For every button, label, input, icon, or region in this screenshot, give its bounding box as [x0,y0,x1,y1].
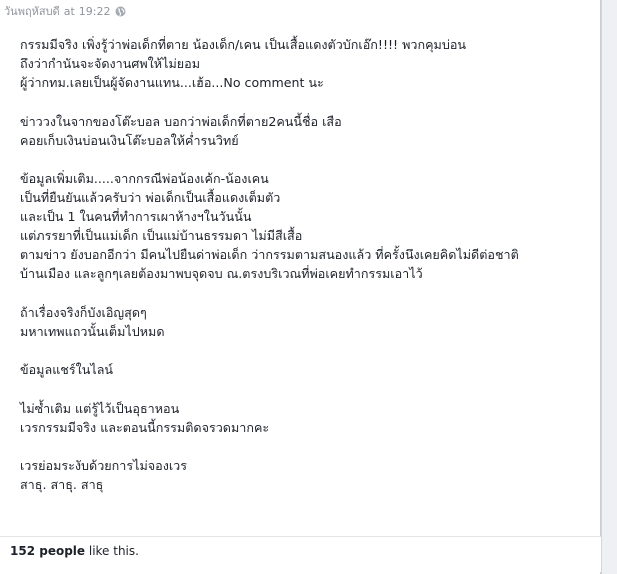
text-line: มหาเทพแถวนั้นเต็มไปหมด [20,323,165,339]
text-line: เวรกรรมมีจริง และตอนนี้กรรมติดจรวดมากคะ [20,419,270,435]
post-body [20,35,595,514]
paragraph-2 [20,112,595,150]
paragraph-4 [20,303,595,341]
like-summary [10,544,139,558]
globe-icon[interactable] [115,6,126,17]
text-line: ตามข่าว ยังบอกอีกว่า มีคนไปยืนด่าพ่อเด็ก ว่ากรรมตามสนองแล้ว ที่ครั้งนึงเคยคิดไม่ดีต่อชาติ [20,247,519,262]
text-line: สาธุ. สาธุ. สาธุ [20,477,104,492]
text-line: ข่าววงในจากของโต๊ะบอล บอกว่าพ่อเด็กที่ตาย2คนนี้ชื่อ เสือ [20,113,342,129]
post-time[interactable]: 19:22 [78,4,111,18]
post-at: at [63,4,75,18]
like-count-link[interactable]: 152 people [10,544,86,558]
paragraph-1 [20,35,595,92]
text-line: แต่ภรรยาที่เป็นแม่เด็ก เป็นแม่บ้านธรรมดา ไม่มีสีเสื้อ [20,228,303,243]
paragraph-6 [20,399,595,437]
likes-bar [0,536,601,572]
paragraph-5 [20,360,595,379]
text-line: ไม่ซ้ำเติม แต่รู้ไว้เป็นอุธาหอน [20,400,180,416]
text-line: บ้านเมือง และลูกๆเลยต้องมาพบจุดจบ ณ.ตรงบริเวณที่พ่อเคยทำกรรมเอาไว้ [20,266,423,281]
post-day: วันพฤหัสบดี [4,5,60,18]
text-line: ถ้าเรื่องจริงก็บังเอิญสุดๆ [20,304,147,320]
text-line: กรรมมีจริง เพิ่งรู้ว่าพ่อเด็กที่ตาย น้องเด็ก/เคน เป็นเสื้อแดงตัวบักเอ๊ก!!!! พวกคุมบ่อน [20,37,466,52]
paragraph-3 [20,169,595,283]
text-line: เวรย่อมระงับด้วยการไม่จองเวร [20,458,188,473]
like-suffix: like this. [85,544,139,558]
paragraph-7 [20,456,595,494]
text-line: ถึงว่ากำนันจะจัดงานศพให้ไม่ยอม [20,56,200,71]
text-line: ข้อมูลแชร์ในไลน์ [20,362,114,377]
text-line: เป็นที่ยืนยันแล้วครับว่า พ่อเด็กเป็นเสื้อแดงเต็มตัว [20,190,281,205]
text-line: และเป็น 1 ในคนที่ทำการเผาห้างฯในวันนั้น [20,209,252,224]
text-line: ข้อมูลเพิ่มเติม.....จากกรณีพ่อน้องเค้ก-น้องเคน [20,171,269,186]
text-line: ผู้ว่ากทม.เลยเป็นผู้จัดงานแทน...เฮ้อ...No comment นะ [20,75,324,90]
text-line: คอยเก็บเงินบ่อนเงินโต๊ะบอลให้ค่ำรนวิทย์ [20,132,239,148]
post-meta [4,3,126,19]
scrollbar[interactable] [601,0,617,574]
